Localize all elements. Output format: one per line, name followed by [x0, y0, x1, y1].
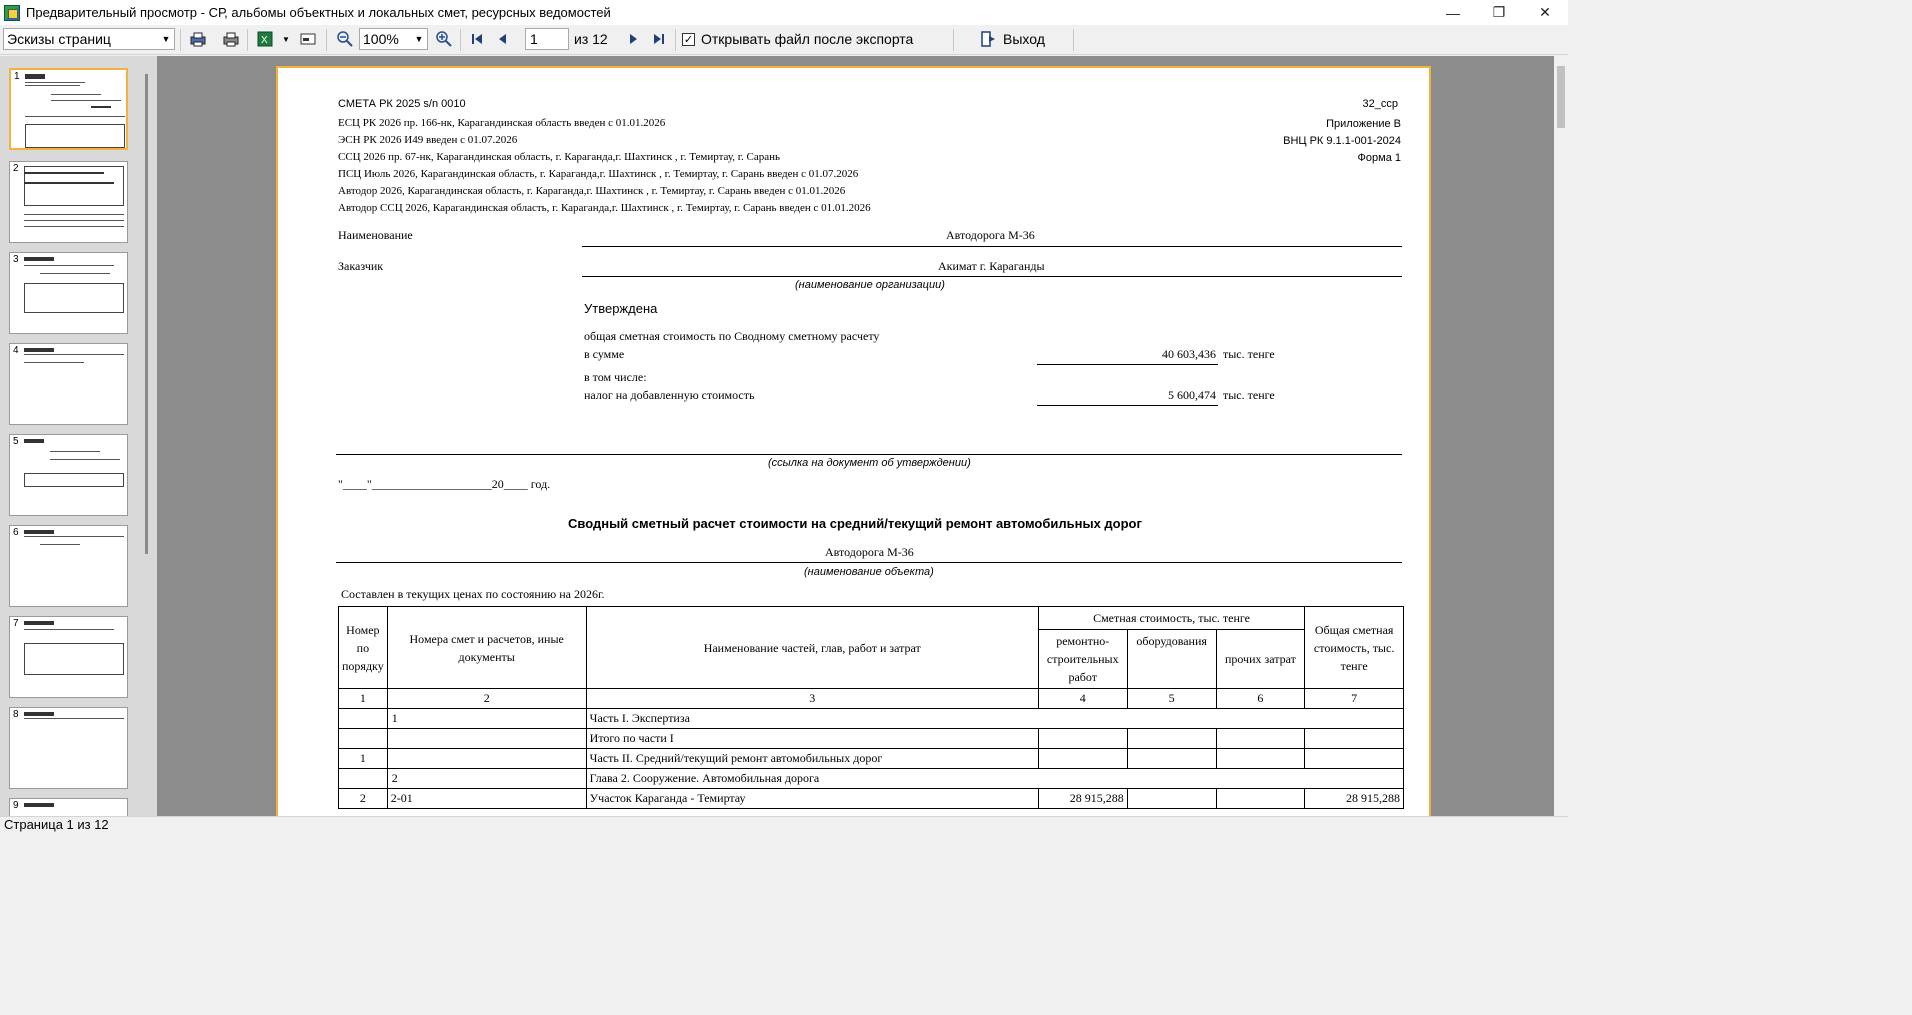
page-setup-icon	[299, 31, 317, 47]
app-icon	[4, 5, 20, 21]
name-label: Наименование	[338, 228, 413, 242]
vat-label: налог на добавленную стоимость	[584, 388, 755, 402]
col-name-header: Наименование частей, глав, работ и затрат	[586, 607, 1038, 689]
divider	[1037, 364, 1218, 365]
row-name: Участок Караганда - Темиртау	[586, 789, 1038, 809]
excel-export-icon	[257, 31, 275, 47]
object-name: Автодорога М-36	[825, 545, 914, 559]
row-number	[339, 729, 388, 749]
divider	[336, 454, 1402, 455]
divider	[336, 562, 1402, 563]
window-title: Предварительный просмотр - СР, альбомы объектных и локальных смет, ресурсных ведомостей	[26, 5, 611, 20]
col-other-header: прочих затрат	[1216, 630, 1305, 689]
appendix-label: Приложение В	[1326, 118, 1401, 130]
customer-value: Акимат г. Караганды	[938, 259, 1045, 273]
row-name: Часть II. Средний/текущий ремонт автомобильных дорог	[586, 749, 1038, 769]
page-thumbnail[interactable]	[9, 616, 128, 698]
next-page-icon	[626, 32, 640, 46]
page-thumbnail[interactable]	[9, 68, 128, 150]
page-thumbnail[interactable]	[9, 707, 128, 789]
zoom-out-icon	[336, 30, 354, 48]
row-doc: 1	[387, 709, 586, 729]
row-construction	[1038, 729, 1127, 749]
first-page-icon	[470, 32, 484, 46]
table-row	[339, 709, 1404, 729]
row-doc: 2	[387, 769, 586, 789]
norm-line: ЭСН РК 2026 И49 введен с 01.07.2026	[338, 134, 518, 146]
prev-page-icon	[496, 32, 510, 46]
col-construction-header: ремонтно-строительных работ	[1038, 630, 1127, 689]
table-row	[339, 729, 1404, 749]
document-title: Сводный сметный расчет стоимости на средний/текущий ремонт автомобильных дорог	[568, 516, 1142, 531]
thumbnail-scrollbar[interactable]	[145, 74, 148, 554]
row-name: Глава 2. Сооружение. Автомобильная дорога	[586, 769, 1403, 789]
preview-area[interactable]	[157, 56, 1568, 816]
zoom-in-icon	[435, 30, 453, 48]
program-header: СМЕТА РК 2025 s/n 0010	[338, 98, 466, 110]
divider	[582, 246, 1402, 247]
preview-scrollbar[interactable]	[1554, 56, 1568, 816]
thumbnail-number: 1	[14, 71, 20, 82]
restore-button[interactable]: ❐	[1492, 4, 1506, 20]
toolbar-separator	[460, 29, 461, 51]
vat-unit: тыс. тенге	[1223, 388, 1275, 402]
in-sum-label: в сумме	[584, 347, 625, 361]
thumbnail-panel[interactable]	[0, 56, 157, 816]
row-construction: 28 915,288	[1038, 789, 1127, 809]
norm-line: ССЦ 2026 пр. 67-нк, Карагандинская область, г. Караганда,г. Шахтинск , г. Темиртау, г. Сарань	[338, 151, 781, 163]
toolbar-separator	[953, 29, 954, 51]
row-total	[1305, 729, 1404, 749]
page-thumbnail[interactable]	[9, 161, 128, 243]
toolbar-separator	[180, 29, 181, 51]
view-mode-value: Эскизы страниц	[7, 31, 111, 47]
thumbnail-number: 9	[13, 800, 19, 811]
exit-label: Выход	[1003, 31, 1045, 47]
col-equipment-header: оборудования	[1127, 630, 1216, 689]
page-number-input[interactable]: 1	[525, 28, 569, 50]
first-page-button[interactable]	[465, 28, 489, 50]
table-row	[339, 749, 1404, 769]
zoom-value: 100%	[363, 31, 399, 47]
print-icon	[222, 31, 240, 47]
column-number: 6	[1216, 689, 1305, 709]
form-number: Форма 1	[1357, 152, 1401, 164]
column-number: 5	[1127, 689, 1216, 709]
row-doc	[387, 749, 586, 769]
page-thumbnail[interactable]	[9, 525, 128, 607]
document-page	[276, 66, 1431, 816]
org-caption: (наименование организации)	[795, 279, 945, 291]
toolbar	[0, 25, 1568, 55]
excel-export-button[interactable]	[254, 28, 278, 50]
column-numbers-row	[339, 689, 1404, 709]
chevron-down-icon: ▼	[161, 34, 171, 44]
open-after-export-toggle[interactable]	[682, 28, 913, 50]
row-number: 1	[339, 749, 388, 769]
thumbnail-number: 7	[13, 618, 19, 629]
norm-line: ПСЦ Июль 2026, Карагандинская область, г. Караганда,г. Шахтинск , г. Темиртау, г. Сарань введен с 01.07.2026	[338, 168, 859, 180]
column-number: 7	[1305, 689, 1404, 709]
open-after-export-label: Открывать файл после экспорта	[701, 31, 914, 47]
page-thumbnail[interactable]	[9, 434, 128, 516]
close-button[interactable]: ✕	[1539, 4, 1551, 20]
total-value: 40 603,436	[1162, 347, 1216, 361]
open-after-export-checkbox[interactable]: ✓	[683, 33, 694, 46]
page-thumbnail[interactable]	[9, 343, 128, 425]
row-number	[339, 709, 388, 729]
thumbnail-number: 4	[13, 345, 19, 356]
prev-page-button[interactable]	[491, 28, 515, 50]
page-thumbnail[interactable]	[9, 252, 128, 334]
toolbar-separator	[326, 29, 327, 51]
row-total	[1305, 749, 1404, 769]
total-unit: тыс. тенге	[1223, 347, 1275, 361]
column-number: 3	[586, 689, 1038, 709]
row-equipment	[1127, 729, 1216, 749]
thumbnail-number: 6	[13, 527, 19, 538]
row-equipment	[1127, 789, 1216, 809]
row-doc: 2-01	[387, 789, 586, 809]
estimate-table	[338, 606, 1404, 809]
row-construction	[1038, 749, 1127, 769]
form-code: 32_сср	[1362, 98, 1398, 110]
status-bar	[0, 816, 1568, 832]
row-other	[1216, 729, 1305, 749]
window-controls	[1430, 0, 1568, 25]
date-line: "____"____________________20____ год.	[338, 477, 551, 491]
norm-line: Автодор 2026, Карагандинская область, г. Караганда,г. Шахтинск , г. Темиртау, г. Сарань введен с 01.01.2026	[338, 185, 846, 197]
page-count-label: из 12	[574, 31, 608, 47]
standard-code: ВНЦ РК 9.1.1-001-2024	[1283, 135, 1401, 147]
print-setup-icon	[189, 31, 207, 47]
row-other	[1216, 749, 1305, 769]
row-doc	[387, 729, 586, 749]
column-number: 2	[387, 689, 586, 709]
row-total: 28 915,288	[1305, 789, 1404, 809]
customer-label: Заказчик	[338, 259, 384, 273]
table-row	[339, 769, 1404, 789]
column-number: 1	[339, 689, 388, 709]
thumbnail-number: 8	[13, 709, 19, 720]
page-thumbnail[interactable]	[9, 798, 128, 816]
next-page-button[interactable]	[621, 28, 645, 50]
col-total-header: Общая сметная стоимость, тыс. тенге	[1305, 607, 1404, 689]
row-equipment	[1127, 749, 1216, 769]
approval-ref-caption: (ссылка на документ об утверждении)	[768, 457, 971, 469]
vat-value: 5 600,474	[1168, 388, 1216, 402]
object-caption: (наименование объекта)	[804, 566, 934, 578]
thumbnail-number: 5	[13, 436, 19, 447]
scrollbar-thumb[interactable]	[1557, 66, 1565, 128]
cost-group-header: Сметная стоимость, тыс. тенге	[1038, 607, 1304, 630]
zoom-select[interactable]	[359, 28, 428, 50]
table-header-row	[339, 607, 1404, 630]
divider	[582, 276, 1402, 277]
toolbar-separator	[675, 29, 676, 51]
status-page-text: Страница 1 из 12	[4, 817, 109, 832]
norm-line: ЕСЦ РК 2026 пр. 166-нк, Карагандинская область введен с 01.01.2026	[338, 117, 666, 129]
col-number-header: Номер по порядку	[339, 607, 388, 689]
name-value: Автодорога М-36	[946, 228, 1035, 242]
last-page-button[interactable]	[647, 28, 671, 50]
row-name: Часть I. Экспертиза	[586, 709, 1403, 729]
view-mode-select[interactable]	[3, 28, 175, 50]
norm-line: Автодор ССЦ 2026, Карагандинская область, г. Караганда,г. Шахтинск , г. Темиртау, г. Сарань введен с 01.01.2026	[338, 202, 871, 214]
export-dropdown-icon[interactable]: ▼	[282, 34, 290, 44]
minimize-button[interactable]: —	[1446, 4, 1460, 21]
toolbar-separator	[247, 29, 248, 51]
page-setup-button[interactable]	[296, 28, 320, 50]
row-number: 2	[339, 789, 388, 809]
row-other	[1216, 789, 1305, 809]
total-cost-text: общая сметная стоимость по Сводному сметному расчету	[584, 329, 880, 343]
exit-icon	[980, 31, 998, 47]
thumbnail-number: 2	[13, 163, 19, 174]
print-button[interactable]	[219, 28, 243, 50]
approved-heading: Утверждена	[584, 301, 658, 316]
column-number: 4	[1038, 689, 1127, 709]
row-number	[339, 769, 388, 789]
row-name: Итого по части I	[586, 729, 1038, 749]
zoom-out-button[interactable]	[333, 28, 357, 50]
zoom-in-button[interactable]	[432, 28, 456, 50]
svg-text:X: X	[261, 35, 268, 46]
print-setup-button[interactable]	[186, 28, 210, 50]
compiled-note: Составлен в текущих ценах по состоянию на 2026г.	[341, 587, 605, 601]
thumbnail-number: 3	[13, 254, 19, 265]
col-docs-header: Номера смет и расчетов, иные документы	[387, 607, 586, 689]
table-row	[339, 789, 1404, 809]
toolbar-separator	[1073, 29, 1074, 51]
title-bar	[0, 0, 1568, 25]
including-label: в том числе:	[584, 370, 647, 384]
exit-button[interactable]	[980, 28, 1045, 50]
chevron-down-icon: ▼	[414, 34, 424, 44]
last-page-icon	[652, 32, 666, 46]
divider	[1037, 405, 1218, 406]
